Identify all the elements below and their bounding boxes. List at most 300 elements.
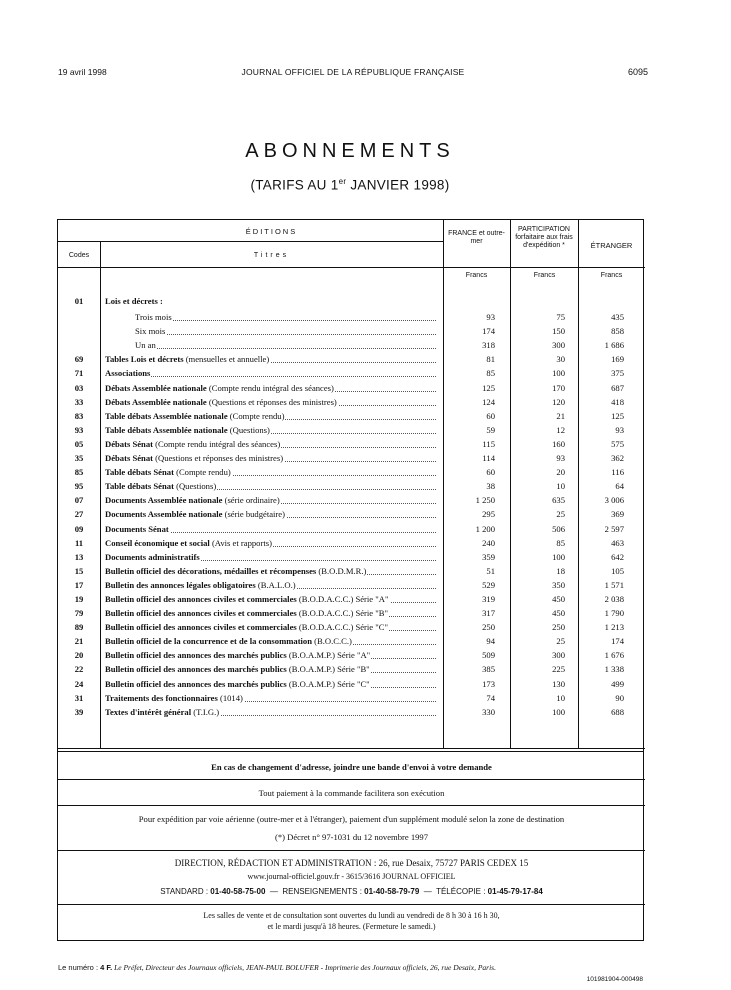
hours-line-2: et le mardi jusqu'à 18 heures. (Fermeture le samedi.) [267,922,436,931]
row-title-text [105,679,371,689]
price-etranger: 125 [611,410,624,421]
row-title-detail: (B.O.D.A.C.C.) Série "B" [296,608,389,619]
header-titres: Titres [253,252,290,259]
table-row [58,648,645,662]
row-title-detail: (B.O.A.M.P.) Série "C" [286,678,370,689]
row-title-text [105,707,220,717]
note-payment: Tout paiement à la commande facilitera son exécution [258,788,445,798]
leader-dots [135,348,436,349]
row-title-bold: Table débats Sénat [105,481,174,492]
row-title [105,479,436,493]
row-title [105,493,436,507]
price-france: 124 [482,396,495,407]
leader-dots [105,376,436,377]
price-france: 317 [482,608,495,619]
journal-name: JOURNAL OFFICIEL DE LA RÉPUBLIQUE FRANÇAISE [241,67,465,77]
row-code: 31 [74,692,84,703]
row-title-text [105,693,244,703]
row-title-bold: Bulletin officiel des annonces des marchés publics [105,664,287,675]
row-code: 85 [74,467,84,478]
row-title-text [105,411,285,421]
row-title-detail: (série ordinaire) [222,495,280,506]
table-row [58,381,645,395]
sep-2: — [423,887,432,896]
table-row [58,338,645,352]
price-participation: 25 [556,636,565,647]
price-participation: 10 [556,692,565,703]
row-title [105,437,436,451]
row-title-bold: Débats Sénat [105,453,153,464]
row-title-detail: (B.A.L.O.) [255,579,296,590]
row-title-bold: Textes d'intérêt général [105,706,192,717]
row-title [105,465,436,479]
row-code: 89 [74,622,84,633]
row-title [105,451,436,465]
row-title-text [105,580,297,590]
unit-france: Francs [465,272,488,279]
row-title-detail: (Compte rendu intégral des séances) [206,382,334,393]
row-code: 09 [74,523,84,534]
table-row [58,705,645,719]
row-title [105,564,436,578]
price-participation: 10 [556,481,565,492]
table-row [58,507,645,521]
price-etranger: 169 [611,354,624,365]
row-title [105,648,436,662]
table-row [58,366,645,380]
subtitle-suffix: JANVIER 1998) [346,177,450,193]
leader-dots [135,320,436,321]
table-row [58,465,645,479]
direction-contacts [58,886,645,898]
row-title-bold: Bulletin officiel des annonces civiles et commerciales [105,608,297,619]
row-title-text [105,509,286,519]
price-etranger: 2 597 [604,523,624,534]
row-title-detail: (Compte rendu) [227,410,285,421]
row-title [105,294,436,308]
row-code: 07 [74,495,84,506]
table-row [58,592,645,606]
row-title-text [105,622,389,632]
notes-frame [57,751,644,941]
row-code: 83 [74,410,84,421]
price-participation: 250 [552,622,565,633]
imprint-text: Le Préfet, Directeur des Journaux officiels, JEAN-PAUL BOLUFER - Imprimerie des Journaux officiels, 26, rue Desaix, Paris. [112,963,496,972]
price-france: 51 [486,565,495,576]
imprint-footer [58,963,648,972]
table-row [58,662,645,676]
price-etranger: 362 [611,453,624,464]
row-title-text [105,425,271,435]
row-title-detail: (B.O.D.M.R.) [316,565,367,576]
direction-web: www.journal-officiel.gouv.fr - 3615/3616 JOURNAL OFFICIEL [247,872,456,881]
row-title-detail: (Compte rendu intégral des séances) [152,438,281,449]
table-row [58,409,645,423]
price-participation: 130 [552,678,565,689]
row-title-bold: Table débats Assemblée nationale [105,424,228,435]
row-title-bold: Bulletin des annonces légales obligatoires [105,579,256,590]
row-title-detail: (Questions et réponses des ministres) [206,396,337,407]
row-title-bold: Documents Sénat [105,523,169,534]
row-title-bold: Documents Assemblée nationale [105,509,223,520]
row-title-text [105,354,270,364]
header-rule-bottom [58,267,645,268]
row-code: 93 [74,424,84,435]
row-title [105,381,436,395]
telecopie-number: 01-45-79-17-84 [487,887,543,896]
note-airmail: Pour expédition par voie aérienne (outre-mer et à l'étranger), paiement d'un supplément modulé selon la zone de destination [138,814,565,824]
header-editions: ÉDITIONS [245,227,298,236]
price-etranger: 3 006 [604,495,624,506]
row-title-text [105,439,281,449]
table-row [58,634,645,648]
price-participation: 12 [556,424,565,435]
header-codes: Codes [68,252,90,259]
price-etranger: 105 [611,565,624,576]
row-code: 27 [74,509,84,520]
note-decree: (*) Décret n° 97-1031 du 12 novembre 1997 [274,832,429,842]
row-title-bold: Conseil économique et social [105,537,210,548]
price-france: 240 [482,537,495,548]
table-row [58,437,645,451]
row-title-detail: (B.O.A.M.P.) Série "B" [286,664,370,675]
table-row [58,423,645,437]
hours-line-1: Les salles de vente et de consultation sont ouvertes du lundi au vendredi de 8 h 30 à 16 h 30, [203,911,500,920]
price-participation: 25 [556,509,565,520]
price-participation: 300 [552,340,565,351]
row-code: 95 [74,481,84,492]
price-participation: 450 [552,608,565,619]
row-title [105,522,436,536]
row-title-bold: Débats Assemblée nationale [105,396,207,407]
header-participation: PARTICIPATION forfaitaire aux frais d'expédition * [515,226,573,249]
price-etranger: 2 038 [604,593,624,604]
price-france: 319 [482,593,495,604]
price-etranger: 499 [611,678,624,689]
price-france: 250 [482,622,495,633]
price-etranger: 1 686 [604,340,624,351]
table-row [58,606,645,620]
row-title-text [105,650,371,660]
price-france: 114 [482,453,495,464]
table-row [58,324,645,338]
issue-price: 4 F. [100,963,113,972]
row-title [105,507,436,521]
row-title-detail: Six mois [135,326,166,337]
row-title-text [105,368,151,378]
row-title-text [105,538,273,548]
row-title-bold: Tables Lois et décrets [105,354,184,365]
page-title: ABONNEMENTS [245,140,455,162]
row-title-bold: Débats Assemblée nationale [105,382,207,393]
row-title-bold: Bulletin officiel des décorations, médailles et récompenses [105,565,317,576]
price-france: 529 [482,579,495,590]
row-code: 21 [74,636,84,647]
issue-date: 19 avril 1998 [58,67,107,77]
row-title-detail: (série budgétaire) [222,509,285,520]
price-etranger: 687 [611,382,624,393]
price-etranger: 1 571 [604,579,624,590]
row-title-text [135,340,157,350]
row-title-detail: (Questions et réponses des ministres) [152,453,284,464]
row-title [105,578,436,592]
price-etranger: 688 [611,706,624,717]
table-row [58,536,645,550]
row-code: 15 [74,565,84,576]
price-participation: 100 [552,368,565,379]
row-title-bold: Table débats Assemblée nationale [105,410,228,421]
row-code: 01 [74,296,84,306]
row-code: 13 [74,551,84,562]
row-title-text [105,552,201,562]
unit-participation: Francs [533,272,556,279]
row-title-detail: (B.O.A.M.P.) Série "A" [286,650,371,661]
row-title-text [105,636,353,646]
price-participation: 170 [552,382,565,393]
price-france: 318 [482,340,495,351]
row-title-detail: (Avis et rapports) [209,537,272,548]
row-title [105,691,436,705]
price-france: 74 [486,692,495,703]
row-title-text [135,326,166,336]
table-row [58,677,645,691]
table-row [58,691,645,705]
price-participation: 225 [552,664,565,675]
row-title-bold: Documents Assemblée nationale [105,495,223,506]
row-title [105,705,436,719]
row-code: 17 [74,579,84,590]
standard-label: STANDARD : [160,887,211,896]
price-france: 1 200 [475,523,495,534]
row-title [105,606,436,620]
row-title [105,423,436,437]
row-code: 39 [74,706,84,717]
table-row [58,550,645,564]
table-body [58,294,645,719]
row-title-detail: (T.I.G.) [191,706,220,717]
row-title-text [105,467,232,477]
price-participation: 150 [552,326,565,337]
standard-number: 01-40-58-75-00 [210,887,266,896]
price-france: 81 [486,354,495,365]
running-head [58,67,648,81]
price-etranger: 858 [611,326,624,337]
note-rule-4 [58,904,645,905]
row-code: 79 [74,608,84,619]
row-title-text [105,608,389,618]
row-title [105,352,436,366]
row-title [135,338,436,352]
row-code: 11 [74,537,84,548]
price-participation: 160 [552,438,565,449]
row-title-bold: Bulletin officiel des annonces civiles et commerciales [105,593,297,604]
note-rule-2 [58,805,645,806]
price-france: 125 [482,382,495,393]
row-title-bold: Bulletin officiel des annonces des marchés publics [105,650,287,661]
row-title-text [105,566,367,576]
row-title-bold: Bulletin officiel de la concurrence et de la consommation [105,636,313,647]
table-row [58,493,645,507]
price-etranger: 90 [615,692,624,703]
subtitle-sup: er [338,177,347,186]
renseignements-number: 01-40-58-79-79 [364,887,420,896]
row-title [105,395,436,409]
table-row [58,522,645,536]
row-title [105,592,436,606]
header-france: FRANCE et outre-mer [448,230,505,245]
row-title [105,634,436,648]
row-code: 24 [74,678,84,689]
table-row [58,352,645,366]
row-title-detail: (1014) [217,692,243,703]
price-france: 385 [482,664,495,675]
row-title-detail: Trois mois [135,312,172,323]
direction-address: DIRECTION, RÉDACTION ET ADMINISTRATION : 26, rue Desaix, 75727 PARIS CEDEX 15 [174,858,529,868]
price-participation: 75 [556,312,565,323]
table-row [58,310,645,324]
page-subtitle [0,177,700,193]
price-participation: 93 [556,453,565,464]
table-row [58,479,645,493]
row-title-detail: (B.O.C.C.) [312,636,352,647]
table-row [58,578,645,592]
price-participation: 20 [556,467,565,478]
table-bottom-rule [58,748,645,749]
row-title-detail: (mensuelles et annuelle) [183,354,270,365]
price-france: 93 [486,312,495,323]
price-france: 59 [486,424,495,435]
price-france: 60 [486,410,495,421]
header-etranger: ÉTRANGER [590,241,633,250]
row-code: 35 [74,453,84,464]
row-title-bold: Traitements des fonctionnaires [105,692,218,703]
price-france: 509 [482,650,495,661]
row-title [105,677,436,691]
price-france: 330 [482,706,495,717]
row-code: 05 [74,438,84,449]
price-etranger: 418 [611,396,624,407]
price-etranger: 1 676 [604,650,624,661]
price-etranger: 64 [615,481,624,492]
unit-etranger: Francs [600,272,623,279]
price-participation: 100 [552,706,565,717]
price-participation: 21 [556,410,565,421]
row-title-text [105,524,170,534]
row-title-bold: Documents administratifs [105,551,200,562]
price-etranger: 575 [611,438,624,449]
row-title-text [105,481,217,491]
price-france: 359 [482,551,495,562]
table-row [58,451,645,465]
price-etranger: 463 [611,537,624,548]
row-title-text [105,453,284,463]
price-participation: 300 [552,650,565,661]
row-title-text [135,312,173,322]
price-etranger: 1 213 [604,622,624,633]
note-rule-1 [58,779,645,780]
row-title-detail: (Questions) [227,424,270,435]
row-title-bold: Bulletin officiel des annonces civiles et commerciales [105,622,297,633]
price-france: 85 [486,368,495,379]
renseignements-label: RENSEIGNEMENTS : [282,887,365,896]
price-etranger: 435 [611,312,624,323]
row-title-bold: Lois et décrets : [105,296,163,306]
row-title-text [105,383,335,393]
tariff-table [57,219,644,752]
price-france: 60 [486,467,495,478]
row-title [105,662,436,676]
table-row [58,564,645,578]
row-title-detail: Un an [135,340,156,351]
table-row [58,395,645,409]
page-number: 6095 [627,67,648,77]
note-rule-3 [58,850,645,851]
row-code: 19 [74,593,84,604]
row-title-detail: (B.O.D.A.C.C.) Série "C" [296,622,389,633]
row-title [105,620,436,634]
price-participation: 506 [552,523,565,534]
row-code: 03 [74,382,84,393]
price-etranger: 375 [611,368,624,379]
row-title-bold: Associations [105,368,151,379]
price-participation: 350 [552,579,565,590]
row-title-detail: (B.O.D.A.C.C.) Série "A" [296,593,389,604]
row-title [105,409,436,423]
row-code: 22 [74,664,84,675]
row-title-text [105,664,371,674]
row-code: 20 [74,650,84,661]
document-id: 101981904-000498 [586,976,643,983]
price-participation: 635 [552,495,565,506]
price-france: 38 [486,481,495,492]
row-title [105,366,436,380]
row-title-bold: Bulletin officiel des annonces des marchés publics [105,678,287,689]
price-participation: 100 [552,551,565,562]
price-participation: 85 [556,537,565,548]
row-title-text [105,594,390,604]
price-france: 94 [486,636,495,647]
price-france: 1 250 [475,495,495,506]
header-rule-editions [58,241,443,242]
row-title [105,536,436,550]
subtitle-prefix: (TARIFS AU 1 [250,177,339,193]
table-row [58,620,645,634]
price-france: 295 [482,509,495,520]
leader-dots [135,334,436,335]
row-title-text [105,397,338,407]
row-code: 69 [74,354,84,365]
sep-1: — [269,887,278,896]
price-etranger: 642 [611,551,624,562]
price-participation: 18 [556,565,565,576]
price-france: 173 [482,678,495,689]
price-france: 174 [482,326,495,337]
row-title [135,324,436,338]
row-title-bold: Table débats Sénat [105,467,174,478]
price-etranger: 174 [611,636,624,647]
row-title-text [105,495,281,505]
price-label: Le numéro : 4 F. [58,963,113,972]
note-address-change: En cas de changement d'adresse, joindre une bande d'envoi à votre demande [211,762,492,772]
row-title-detail: (Questions) [173,481,217,492]
price-etranger: 1 790 [604,608,624,619]
row-title-bold: Débats Sénat [105,438,153,449]
row-title-detail: (Compte rendu) [173,467,231,478]
row-title [105,550,436,564]
price-etranger: 369 [611,509,624,520]
row-code: 71 [74,368,84,379]
row-title-text [105,296,164,306]
